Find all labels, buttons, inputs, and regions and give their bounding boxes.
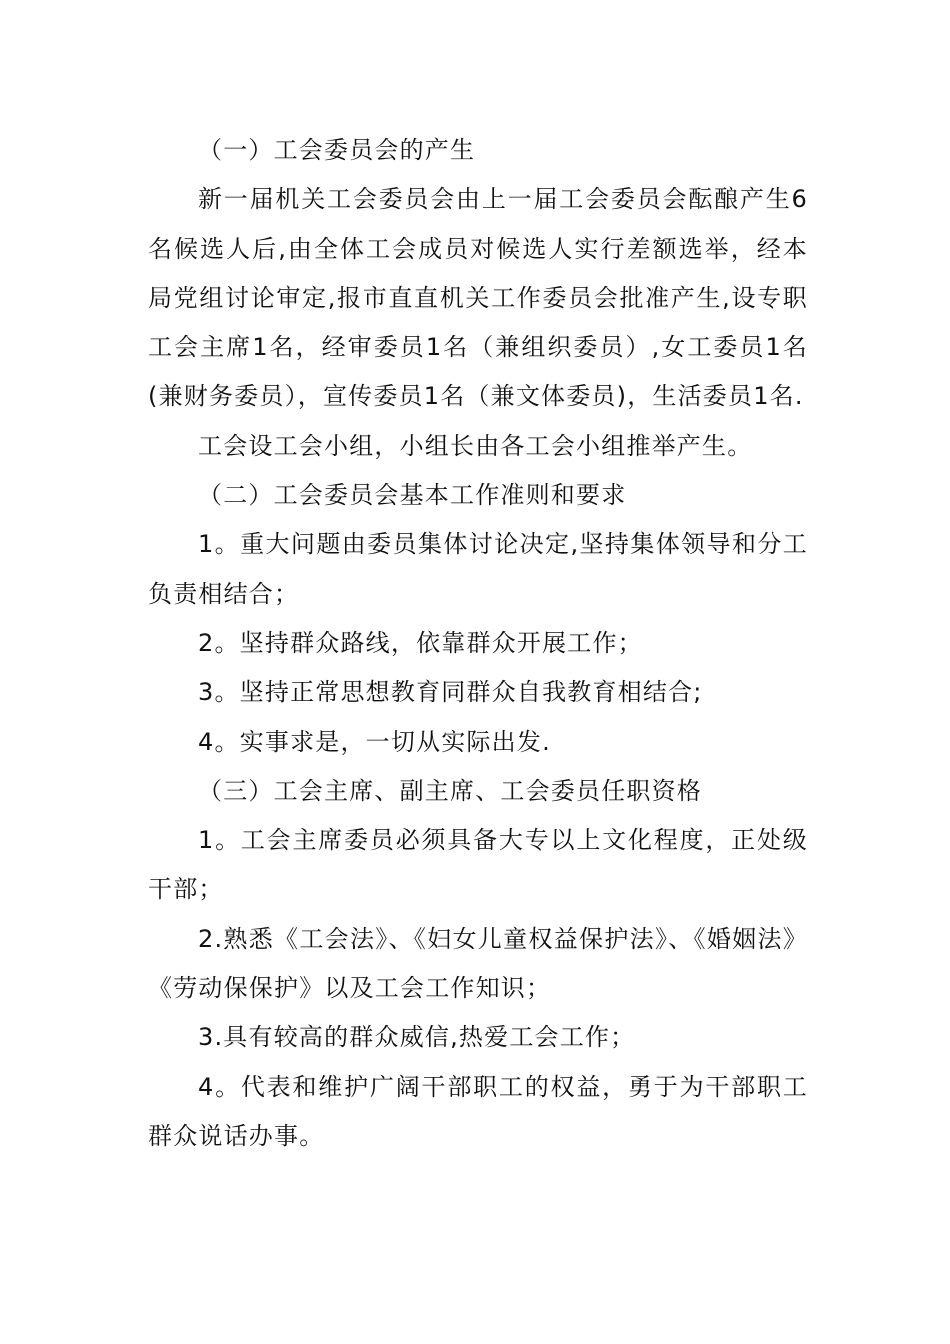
section-heading-1: （一）工会委员会的产生 [198, 136, 476, 164]
section-heading-2: （二）工会委员会基本工作准则和要求 [198, 481, 627, 510]
list-item-qualification-3: 3.具有较高的群众威信,热爱工会工作； [198, 1023, 636, 1052]
list-item-qualification-4: 4。代表和维护广阔干部职工的权益，勇于为干部职工群众说话办事。 [148, 1072, 808, 1150]
paragraph-union-groups: 工会设工会小组，小组长由各工会小组推举产生。 [198, 431, 753, 460]
document-body [148, 126, 808, 1161]
list-item-principle-3: 3。坚持正常思想教育同群众自我教育相结合; [198, 678, 703, 707]
list-item-qualification-1: 1。工会主席委员必须具备大专以上文化程度，正处级干部； [148, 826, 808, 904]
paragraph-committee-formation: 新一届机关工会委员会由上一届工会委员会酝酿产生6名候选人后,由全体工会成员对候选人实行差额选举，经本局党组讨论审定,报市直直机关工作委员会批准产生,设专职工会主席1名，经审委员1名（兼组织委员）,女工委员1名(兼财务委员），宣传委员1名（兼文体委员)，生活委员1名. [148, 185, 808, 411]
list-item-principle-2: 2。坚持群众路线，依靠群众开展工作； [198, 628, 643, 657]
list-item-qualification-2: 2.熟悉《工会法》、《妇女儿童权益保护法》、《婚姻法》《劳动保保护》以及工会工作知识； [148, 924, 808, 1003]
list-item-principle-1: 1。重大问题由委员集体讨论决定,坚持集体领导和分工负责相结合； [148, 530, 808, 608]
list-item-principle-4: 4。实事求是，一切从实际出发. [198, 727, 551, 756]
section-heading-3: （三）工会主席、副主席、工会委员任职资格 [198, 776, 702, 805]
